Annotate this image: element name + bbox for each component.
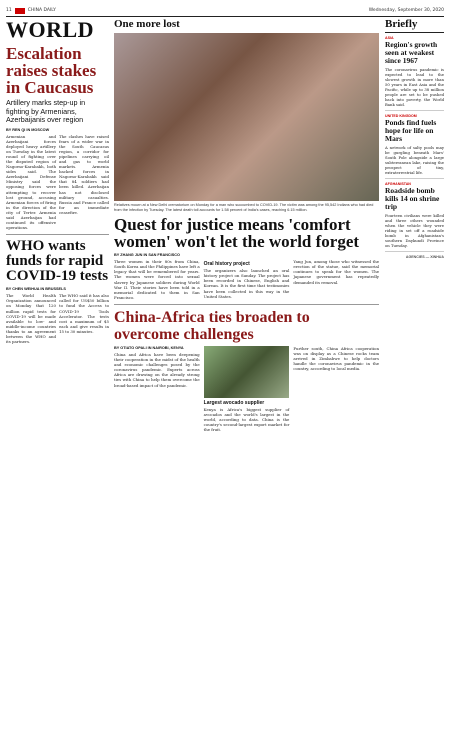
brief-item[interactable] (385, 182, 444, 248)
china-africa-col3: Further south, China Africa cooperation was on display as a Chinese rocks team arrived in Zimbabwe to help doctors handle the coronavirus pandemic in the country, according to local media. (293, 345, 380, 372)
brief-headline: Ponds find fuels hope for life on Mars (385, 118, 437, 143)
china-africa-col1-text: China and Africa have been deepening their cooperation in the midst of the health and economic challenges posed by the coronavirus pandemic. Experts across Africa are drawing on the already strong ties with China to help them overcome the broad-based impact of the pandemic. (114, 351, 200, 388)
avocado-subhead: Largest avocado supplier (203, 399, 265, 406)
lead-body-col1: Armenian and Azerbaijani forces deployed heavy artillery on Tuesday in the latest round of fighting over the disputed region of Nagorno-Karabakh, both sides said. The Azerbaijani Defense Ministry said the opposing forces were attempting to recover lost ground, accusing Armenian forces of firing in the direction of the city of Terter. Armenia said Azerbaijan had continued its offensive operations. (6, 133, 56, 231)
lead-body (6, 134, 109, 231)
lead-standfirst: Artillery marks step-up in fighting by Armenians, Azerbaijanis over region (6, 98, 86, 124)
brief-kicker: AFGHANISTAN (385, 182, 411, 186)
comfort-women-col2-text: The organizers also launched an oral history project on Sunday. The project has been recorded in Chinese, English and Korean. It is the first time that testimonies have been collected in this way in the United States. (203, 268, 290, 299)
china-africa-body (114, 346, 379, 432)
brief-headline: Roadside bomb kills 14 on shrine trip (385, 186, 440, 211)
brief-body: The coronavirus pandemic is expected to lead to the slowest growth in more than 50 years in East Asia and the Pacific, while up to 38 million people are set to be pushed back into poverty, the World Bank said. (385, 67, 444, 107)
who-body (6, 293, 109, 344)
china-africa-col2 (204, 346, 290, 432)
china-africa-col2-text: Kenya is Africa's biggest supplier of avocados and the world's largest in the world, according to data. China is the country's second-largest export market for the fruit. (203, 406, 290, 433)
brief-divider (385, 178, 444, 179)
who-body-col2: The WHO said it has also called for US$50 billion to fund the Access to COVID-19 Tools Accelerator. The tests cost a maximum of $5 each and give results in 15 to 30 minutes. (59, 293, 109, 334)
comfort-women-headline[interactable]: Quest for justice means 'comfort women' won't let the world forget (114, 215, 360, 252)
paper-name: CHINA DAILY (27, 8, 56, 13)
brief-kicker: UNITED KINGDOM (385, 114, 417, 118)
comfort-women-col1: Three women in their 80s from China, South Korea and the Philippines have left a legacy that will be remembered for years. The women were forced into sexual slavery by Japanese soldiers during World War II. Their stories have been told in a memorial dedicated to them in San Francisco. (114, 259, 200, 300)
brief-body: Fourteen civilians were killed and three others wounded when the vehicle they were riding in set off a roadside bomb in Afghanistan's southern Daykundi Province on Tuesday. (385, 213, 444, 248)
brief-item[interactable] (385, 36, 444, 107)
brief-headline: Region's growth seen at weakest since 1967 (385, 40, 438, 65)
lead-headline[interactable]: Escalation raises stakes in Caucasus (6, 44, 97, 97)
who-body-col1: The World Health Organization announced on Monday that 120 million rapid tests for COVID-19 will be made available to low- and middle-income countries thanks to an agreement between the WHO and its partners. (6, 293, 56, 345)
left-divider (6, 234, 109, 235)
comfort-women-byline: BY ZHANG JUN IN SAN FRANCISCO (114, 253, 180, 258)
brief-body: A network of salty pools may be gurgling beneath Mars' South Pole alongside a large subterranean lake, raising the prospect of tiny, extraterrestrial life. (385, 145, 444, 175)
briefs-credit: AGENCIES — XINHUA (405, 255, 444, 259)
oral-history-subhead: Oral history project (203, 261, 250, 268)
china-africa-byline: BY OTIATO OPALI IN NAIROBI, KENYA (114, 345, 184, 350)
crematorium-photo (114, 33, 379, 201)
mid-divider (114, 304, 379, 305)
lead-body-col2: The clashes have raised fears of a wider war in the South Caucasus region, a corridor for pipelines carrying oil and gas to world markets. Armenia backed forces in Nagorno-Karabakh said that 84 soldiers had been killed. Azerbaijan has not disclosed military casualties. Russia and France called for an immediate ceasefire. (59, 133, 109, 215)
avocado-photo (204, 346, 290, 398)
left-column (6, 18, 109, 344)
right-column (385, 18, 444, 259)
middle-column (114, 18, 379, 432)
comfort-women-body (114, 259, 379, 300)
lead-byline: BY REN QI IN MOSCOW (6, 127, 50, 132)
comfort-women-col2 (204, 259, 290, 300)
briefly-title: Briefly (385, 18, 444, 33)
china-africa-col1 (114, 346, 200, 432)
who-byline: BY CHEN WEIHUA IN BRUSSELS (6, 287, 66, 292)
page-header-bar (6, 6, 444, 15)
china-daily-logo (15, 8, 25, 14)
brief-item[interactable] (385, 114, 444, 175)
section-title: WORLD (6, 17, 95, 42)
photo-caption: Relatives mourn at a New Delhi crematorium on Monday for a man who succumbed to COVID-19. The victim was among the 95,542 Indians who had died from the infection by Tuesday. The latest death toll accounts for 1.58 percent of India's cases, reaching 6.15 million. (114, 203, 374, 212)
who-headline[interactable]: WHO wants funds for rapid COVID-19 tests (6, 238, 109, 285)
brief-divider (385, 251, 444, 252)
page-number: 11 (6, 8, 12, 13)
brief-kicker: ASIA (385, 36, 394, 40)
comfort-women-col3: Yang Jun, among those who witnessed the erection of the statue, said the memorial continues to speak for the women. The Japanese government has repeatedly demanded its removal. (293, 259, 380, 285)
masthead (6, 8, 56, 14)
issue-date: Wednesday, September 30, 2020 (368, 8, 444, 13)
china-africa-headline[interactable]: China-Africa ties broaden to overcome challenges (114, 308, 310, 343)
brief-divider (385, 110, 444, 111)
photo-kicker: One more lost (114, 18, 180, 30)
